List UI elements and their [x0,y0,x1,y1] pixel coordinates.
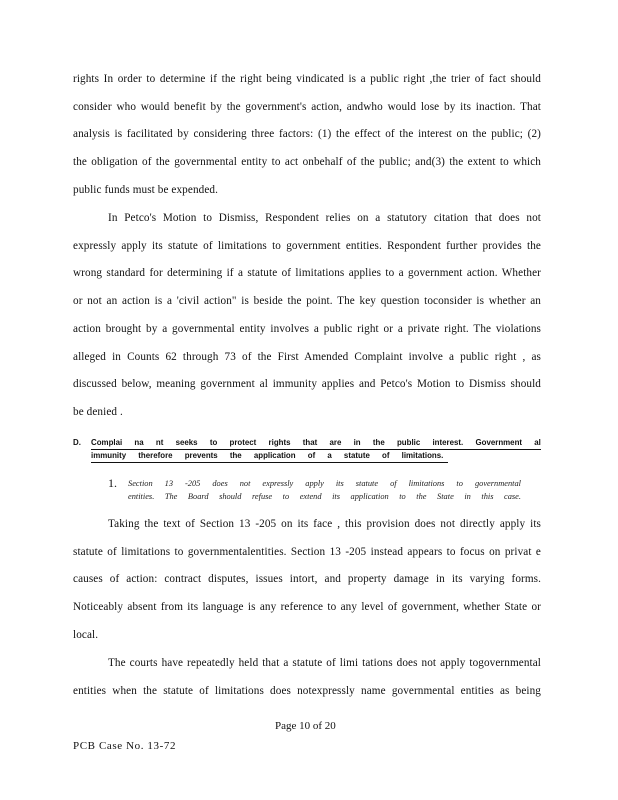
paragraph-line: In Petco's Motion to Dismiss, Respondent relies on a statutory citation that does not [108,212,541,224]
section-letter: D. [73,437,81,447]
page-number: Page 10 of 20 [275,720,336,732]
paragraph-line: public funds must be expended. [73,184,218,196]
paragraph-line: rights In order to determine if the right being vindicated is a public right ,the trier of fact should [73,73,541,85]
subheading-number: 1. [108,476,117,490]
case-number: PCB Case No. 13-72 [73,740,177,752]
paragraph-line: The courts have repeatedly held that a statute of limi tations does not apply togovernmental [108,657,541,669]
paragraph-line: analysis is facilitated by considering three factors: (1) the effect of the interest on the public; (2) [73,128,541,140]
paragraph-line: action brought by a governmental entity involves a public right or a private right. The violations [73,323,541,335]
paragraph-line: entities when the statute of limitations does notexpressly name governmental entities as being [73,685,541,697]
paragraph-line: Noticeably absent from its language is any reference to any level of government, whether State or [73,601,541,613]
paragraph-line: local. [73,629,99,641]
paragraph-line: the obligation of the governmental entity to act onbehalf of the public; and(3) the extent to which [73,156,541,168]
paragraph-line: discussed below, meaning government al immunity applies and Petco's Motion to Dismiss should [73,378,541,390]
paragraph-line: alleged in Counts 62 through 73 of the First Amended Complaint involve a public right , as [73,351,541,363]
section-heading-line: Complai na nt seeks to protect rights that are in the public interest. Government al [91,437,541,447]
paragraph-line: or not an action is a 'civil action" is beside the point. The key question toconsider is whether an [73,295,541,307]
section-heading-line: immunity therefore prevents the application of a statute of limitations. [91,450,444,460]
heading-underline [91,462,448,463]
paragraph-line: consider who would benefit by the government's action, andwho would lose by its inaction. That [73,101,541,113]
paragraph-line: wrong standard for determining if a statute of limitations applies to a government action. Whether [73,267,541,279]
subheading-line: entities. The Board should refuse to extend its application to the State in this case. [128,492,521,501]
paragraph-line: statute of limitations to governmentalentities. Section 13 -205 instead appears to focus on privat e [73,546,541,558]
paragraph-line: causes of action: contract disputes, issues intort, and property damage in its varying forms. [73,573,541,585]
paragraph-line: be denied . [73,406,123,418]
paragraph-line: Taking the text of Section 13 -205 on its face , this provision does not directly apply its [108,518,541,530]
paragraph-line: expressly apply its statute of limitations to government entities. Respondent further provides the [73,240,541,252]
subheading-line: Section 13 -205 does not expressly apply its statute of limitations to governmental [128,479,521,488]
